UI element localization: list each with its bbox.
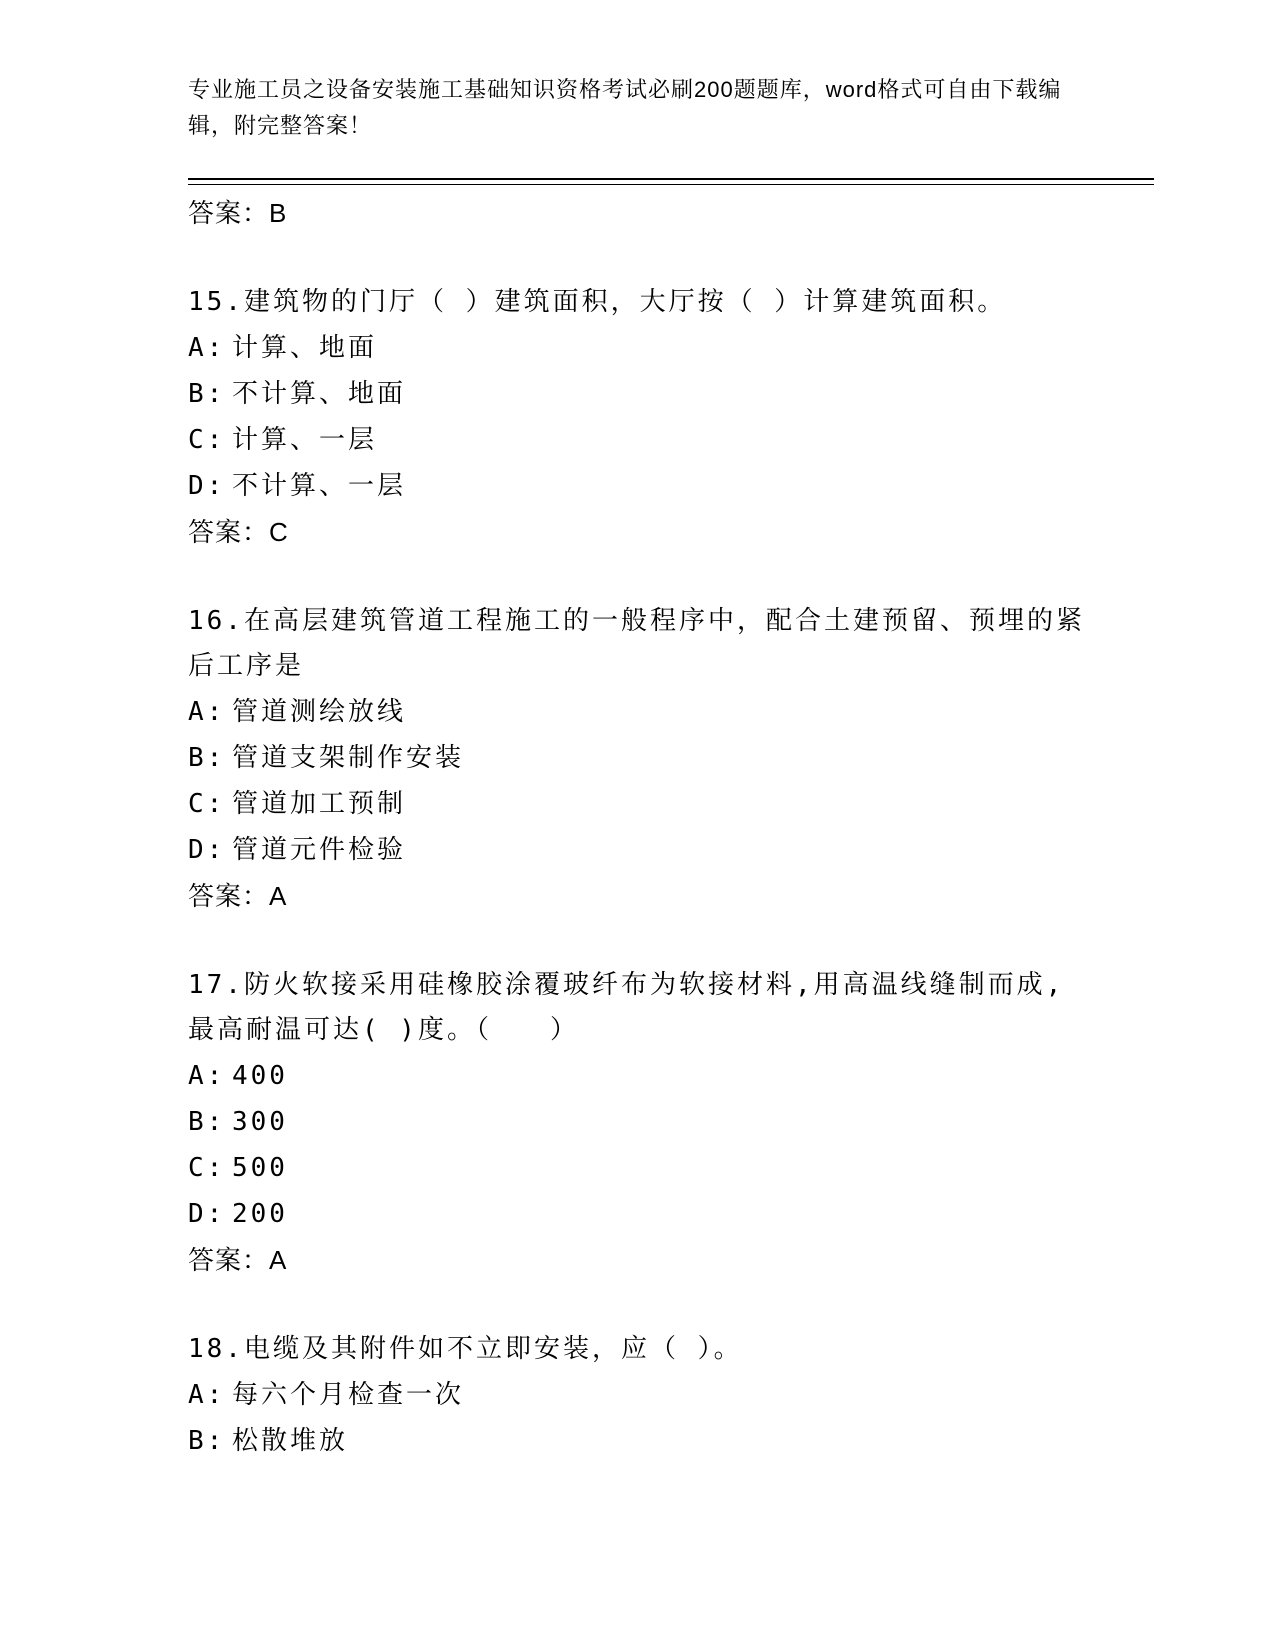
- header-divider-thin: [188, 184, 1154, 185]
- option-key: A:: [188, 1380, 226, 1410]
- option-b: [188, 371, 1088, 417]
- option-d: [188, 1191, 1088, 1237]
- option-text: 每六个月检查一次: [232, 1380, 465, 1410]
- option-text: 不计算、一层: [232, 471, 407, 501]
- option-text: 不计算、地面: [232, 379, 407, 409]
- option-d: [188, 463, 1088, 509]
- answer-label: 答案：B: [188, 198, 288, 228]
- option-text: 计算、一层: [232, 425, 378, 455]
- option-text: 300: [232, 1107, 288, 1137]
- spacer: [188, 236, 1088, 280]
- option-key: D:: [188, 1199, 226, 1229]
- option-key: B:: [188, 1107, 226, 1137]
- option-text: 管道元件检验: [232, 835, 407, 865]
- answer-label: 答案：C: [188, 517, 289, 547]
- option-b: [188, 1418, 1088, 1464]
- question-text: 16.在高层建筑管道工程施工的一般程序中，配合土建预留、预埋的紧后工序是: [188, 606, 1085, 681]
- option-key: B:: [188, 743, 226, 773]
- option-text: 管道加工预制: [232, 789, 407, 819]
- question-block: [188, 280, 1088, 555]
- option-c: [188, 1145, 1088, 1191]
- answer-label: 答案：A: [188, 881, 288, 911]
- question-text: 17.防火软接采用硅橡胶涂覆玻纤布为软接材料,用高温线缝制而成,最高耐温可达( )度。（ ）: [188, 970, 1065, 1045]
- option-d: [188, 827, 1088, 873]
- option-text: 500: [232, 1153, 288, 1183]
- header-divider-thick: [188, 178, 1154, 180]
- option-key: B:: [188, 379, 226, 409]
- question-block: [188, 1327, 1088, 1464]
- option-key: D:: [188, 835, 226, 865]
- option-key: A:: [188, 697, 226, 727]
- option-text: 400: [232, 1061, 288, 1091]
- question-text: 18.电缆及其附件如不立即安装，应（ ）。: [188, 1334, 743, 1364]
- option-text: 200: [232, 1199, 288, 1229]
- question-list: [188, 190, 1088, 1464]
- option-c: [188, 781, 1088, 827]
- answer-label: 答案：A: [188, 1245, 288, 1275]
- option-key: C:: [188, 1153, 226, 1183]
- option-c: [188, 417, 1088, 463]
- question-block: [188, 599, 1088, 919]
- spacer: [188, 919, 1088, 963]
- spacer: [188, 555, 1088, 599]
- option-text: 管道支架制作安装: [232, 743, 465, 773]
- option-b: [188, 735, 1088, 781]
- page-header: 专业施工员之设备安装施工基础知识资格考试必刷200题题库，word格式可自由下载编辑，附完整答案！: [188, 77, 1062, 138]
- option-text: 松散堆放: [232, 1426, 349, 1456]
- option-key: B:: [188, 1426, 226, 1456]
- option-text: 计算、地面: [232, 333, 378, 363]
- question-block: [188, 963, 1088, 1283]
- option-b: [188, 1099, 1088, 1145]
- option-key: D:: [188, 471, 226, 501]
- option-key: A:: [188, 333, 226, 363]
- option-key: A:: [188, 1061, 226, 1091]
- option-key: C:: [188, 789, 226, 819]
- option-a: [188, 689, 1088, 735]
- option-key: C:: [188, 425, 226, 455]
- option-text: 管道测绘放线: [232, 697, 407, 727]
- option-a: [188, 1372, 1088, 1418]
- spacer: [188, 1283, 1088, 1327]
- option-a: [188, 1053, 1088, 1099]
- question-text: 15.建筑物的门厅（ ）建筑面积，大厅按（ ）计算建筑面积。: [188, 287, 1007, 317]
- option-a: [188, 325, 1088, 371]
